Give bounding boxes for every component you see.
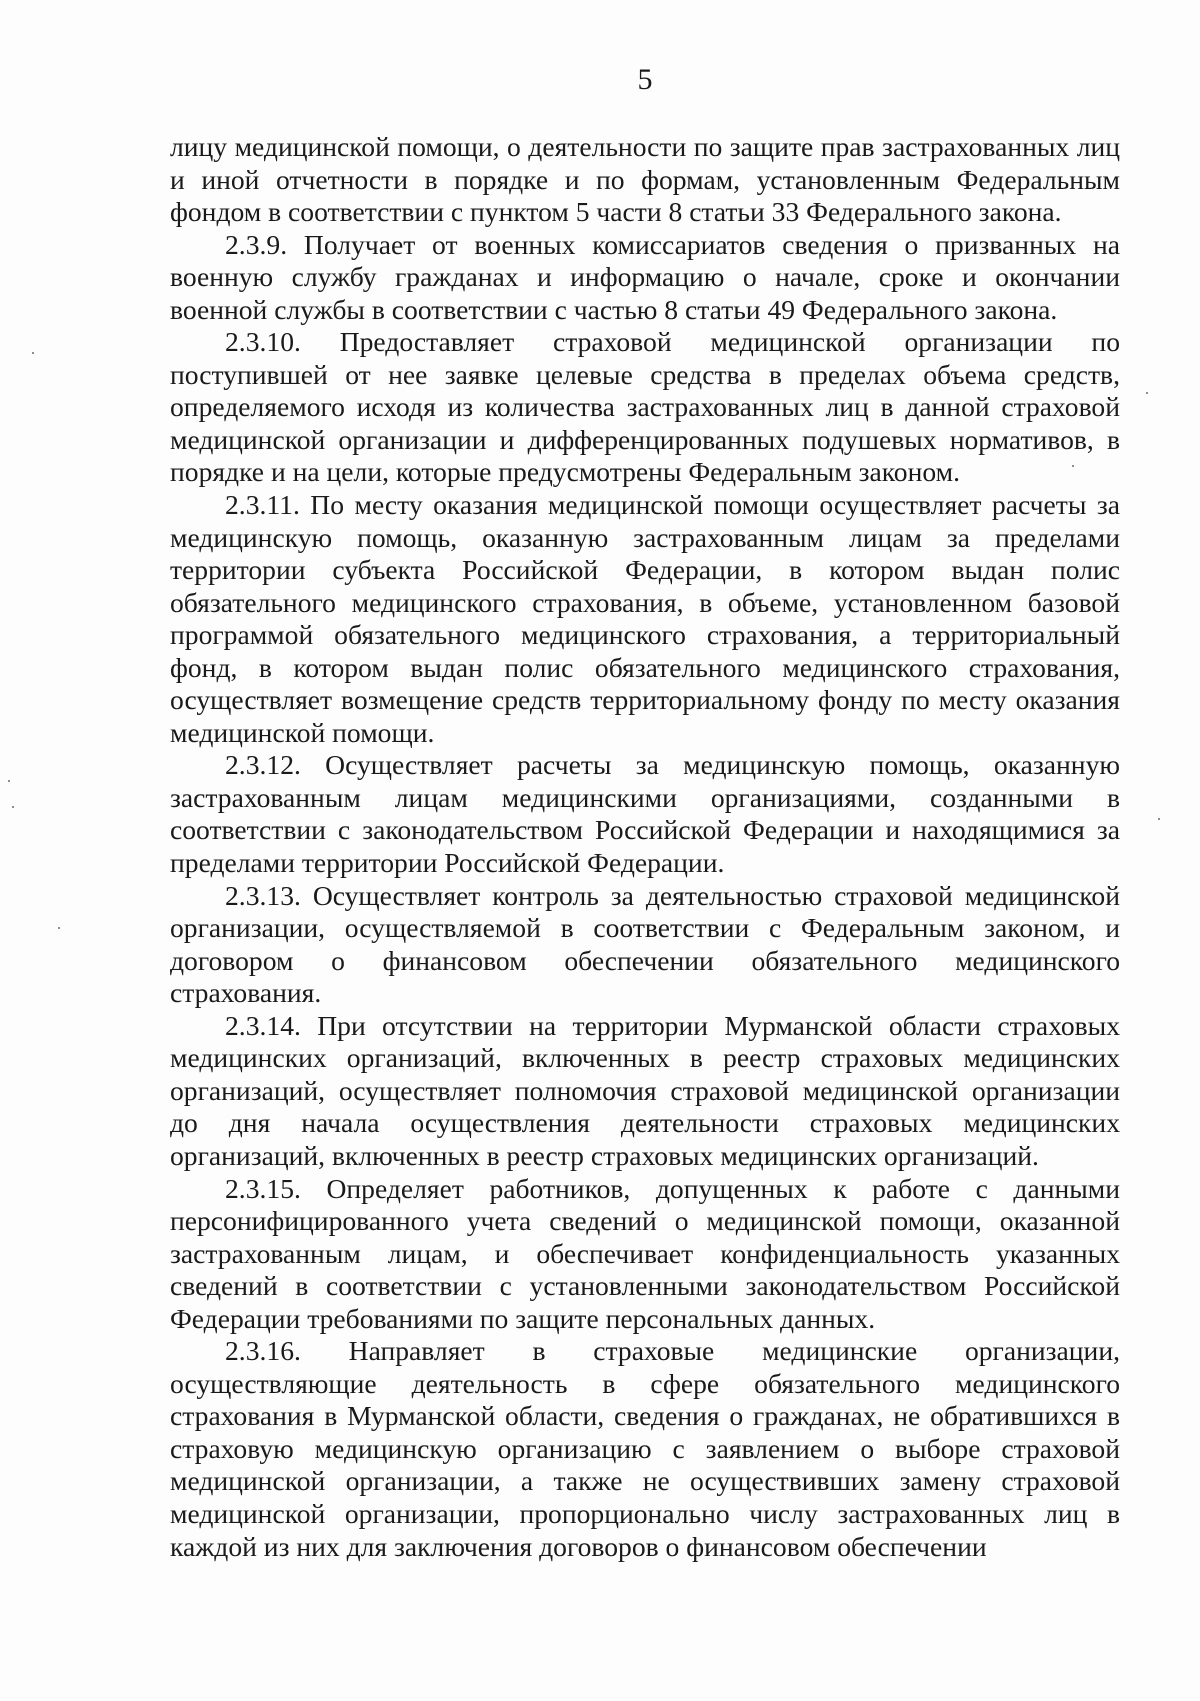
page-number: 5 (637, 63, 653, 96)
paragraph-2-3-12: 2.3.12. Осуществляет расчеты за медицинскую помощь, оказанную застрахованным лицам медицинскими организациями, созданными в соответствии с законодательством Российской Федерации и находящимися за пределами территории Российской Федерации. (170, 749, 1120, 879)
scan-speck (8, 780, 10, 782)
paragraph-continuation: лицу медицинской помощи, о деятельности по защите прав застрахованных лиц и иной отчетности в порядке и по формам, установленным Федеральным фондом в соответствии с пунктом 5 части 8 статьи 33 Федерального закона. (170, 131, 1120, 228)
paragraph-2-3-15: 2.3.15. Определяет работников, допущенных к работе с данными персонифицированного учета сведений о медицинской помощи, оказанной застрахованным лицам, и обеспечивает конфиденциальность указанных сведений в соответствии с установленными законодательством Российской Федерации требованиями по защите персональных данных. (170, 1172, 1120, 1334)
scan-speck (1158, 818, 1160, 820)
scan-speck (12, 806, 14, 808)
paragraph-2-3-9: 2.3.9. Получает от военных комиссариатов сведения о призванных на военную службу гражданах и информацию о начале, сроке и окончании военной службы в соответствии с частью 8 статьи 49 Федерального закона. (170, 228, 1120, 325)
paragraph-2-3-14: 2.3.14. При отсутствии на территории Мурманской области страховых медицинских организаций, включенных в реестр страховых медицинских организаций, осуществляет полномочия страховой медицинской организации до дня начала осуществления деятельности страховых медицинских организаций, включенных в реестр страховых медицинских организаций. (170, 1009, 1120, 1171)
scan-speck (58, 927, 60, 929)
document-body (170, 131, 1120, 1563)
scan-speck (1146, 392, 1148, 394)
scan-speck (32, 352, 34, 354)
paragraph-2-3-13: 2.3.13. Осуществляет контроль за деятельностью страховой медицинской организации, осуществляемой в соответствии с Федеральным законом, и договором о финансовом обеспечении обязательного медицинского страхования. (170, 879, 1120, 1009)
scan-speck (1072, 465, 1074, 467)
paragraph-2-3-16: 2.3.16. Направляет в страховые медицинские организации, осуществляющие деятельность в сфере обязательного медицинского страхования в Мурманской области, сведения о гражданах, не обратившихся в страховую медицинскую организацию с заявлением о выборе страховой медицинской организации, а также не осуществивших замену страховой медицинской организации, пропорционально числу застрахованных лиц в каждой из них для заключения договоров о финансовом обеспечении (170, 1335, 1120, 1562)
paragraph-2-3-10: 2.3.10. Предоставляет страховой медицинской организации по поступившей от нее заявке целевые средства в пределах объема средств, определяемого исходя из количества застрахованных лиц в данной страховой медицинской организации и дифференцированных подушевых нормативов, в порядке и на цели, которые предусмотрены Федеральным законом. (170, 326, 1120, 488)
paragraph-2-3-11: 2.3.11. По месту оказания медицинской помощи осуществляет расчеты за медицинскую помощь, оказанную застрахованным лицам за пределами территории субъекта Российской Федерации, в котором выдан полис обязательного медицинского страхования, в объеме, установленном базовой программой обязательного медицинского страхования, а территориальный фонд, в котором выдан полис обязательного медицинского страхования, осуществляет возмещение средств территориальному фонду по месту оказания медицинской помощи. (170, 489, 1120, 748)
